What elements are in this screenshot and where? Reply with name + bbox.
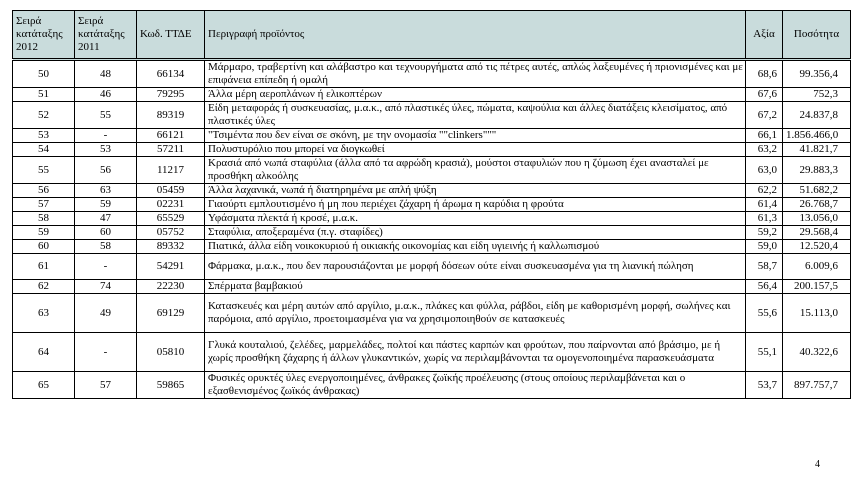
table-header (13, 11, 851, 60)
cell-code: 05459 (137, 184, 205, 198)
cell-rank-2012: 60 (13, 240, 75, 254)
cell-rank-2011: 60 (75, 226, 137, 240)
table-row (13, 102, 851, 129)
cell-value: 63,2 (746, 143, 783, 157)
cell-quantity: 15.113,0 (783, 294, 851, 333)
cell-value: 61,4 (746, 198, 783, 212)
cell-rank-2012: 63 (13, 294, 75, 333)
cell-rank-2011: 74 (75, 280, 137, 294)
table-row (13, 88, 851, 102)
cell-code: 69129 (137, 294, 205, 333)
cell-code: 66121 (137, 129, 205, 143)
cell-description: Πολυστυρόλιο που μπορεί να διογκωθεί (205, 143, 746, 157)
cell-rank-2012: 53 (13, 129, 75, 143)
cell-description: "Τσιμέντα που δεν είναι σε σκόνη, με την ονομασία ""clinkers""" (205, 129, 746, 143)
cell-rank-2011: 57 (75, 372, 137, 399)
table-row (13, 372, 851, 399)
cell-quantity: 99.356,4 (783, 60, 851, 88)
table-row (13, 254, 851, 280)
table-body (13, 60, 851, 399)
table-row (13, 294, 851, 333)
cell-code: 05810 (137, 333, 205, 372)
cell-rank-2011: 63 (75, 184, 137, 198)
cell-code: 59865 (137, 372, 205, 399)
cell-value: 62,2 (746, 184, 783, 198)
header-rank-2012: Σειρά κατάταξης 2012 (13, 11, 75, 60)
cell-rank-2012: 62 (13, 280, 75, 294)
cell-quantity: 29.568,4 (783, 226, 851, 240)
cell-value: 55,1 (746, 333, 783, 372)
cell-code: 54291 (137, 254, 205, 280)
cell-rank-2011: 53 (75, 143, 137, 157)
header-description: Περιγραφή προϊόντος (205, 11, 746, 60)
cell-rank-2011: - (75, 129, 137, 143)
cell-value: 67,6 (746, 88, 783, 102)
table-row (13, 60, 851, 88)
cell-description: Φυσικές ορυκτές ύλες ενεργοποιημένες, άνθρακες ζωϊκής προέλευσης (στους οποίους περιλαμβάνεται και ο εξασθενισμένος ζωϊκός άνθρακας) (205, 372, 746, 399)
cell-rank-2011: 48 (75, 60, 137, 88)
cell-code: 22230 (137, 280, 205, 294)
header-quantity: Ποσότητα (783, 11, 851, 60)
cell-code: 57211 (137, 143, 205, 157)
cell-quantity: 24.837,8 (783, 102, 851, 129)
cell-description: Υφάσματα πλεκτά ή κροσέ, μ.α.κ. (205, 212, 746, 226)
cell-value: 59,0 (746, 240, 783, 254)
cell-quantity: 200.157,5 (783, 280, 851, 294)
cell-value: 68,6 (746, 60, 783, 88)
header-value: Αξία (746, 11, 783, 60)
cell-quantity: 13.056,0 (783, 212, 851, 226)
cell-description: Φάρμακα, μ.α.κ., που δεν παρουσιάζονται με μορφή δόσεων ούτε είναι συσκευασμένα για τη λιανική πώληση (205, 254, 746, 280)
cell-quantity: 40.322,6 (783, 333, 851, 372)
table-row (13, 333, 851, 372)
cell-description: Γλυκά κουταλιού, ζελέδες, μαρμελάδες, πολτοί και πάστες καρπών και φρούτων, που παίρνονται από βράσιμο, με ή χωρίς προσθήκη ζάχαρης ή άλλων γλυκαντικών, χωρίς να περιλαμβάνονται τα ομογενοποιημένα παρασκευάσματα (205, 333, 746, 372)
cell-rank-2011: 49 (75, 294, 137, 333)
cell-description: Σταφύλια, αποξεραμένα (π.γ. σταφίδες) (205, 226, 746, 240)
table-row (13, 226, 851, 240)
cell-code: 11217 (137, 157, 205, 184)
table-row (13, 157, 851, 184)
cell-value: 56,4 (746, 280, 783, 294)
cell-rank-2012: 52 (13, 102, 75, 129)
cell-rank-2012: 59 (13, 226, 75, 240)
cell-quantity: 12.520,4 (783, 240, 851, 254)
cell-rank-2011: - (75, 254, 137, 280)
cell-rank-2012: 55 (13, 157, 75, 184)
cell-description: Γιαούρτι εμπλουτισμένο ή μη που περιέχει ζάχαρη ή άρωμα η καρύδια η φρούτα (205, 198, 746, 212)
cell-rank-2012: 54 (13, 143, 75, 157)
cell-description: Είδη μεταφοράς ή συσκευασίας, μ.α.κ., από πλαστικές ύλες, πώματα, καψούλια και άλλες διατάξεις κλεισίματος, από πλαστικές ύλες (205, 102, 746, 129)
cell-description: Σπέρματα βαμβακιού (205, 280, 746, 294)
cell-description: Άλλα μέρη αεροπλάνων ή ελικοπτέρων (205, 88, 746, 102)
cell-value: 59,2 (746, 226, 783, 240)
cell-rank-2012: 64 (13, 333, 75, 372)
header-code: Κωδ. ΤΤΔΕ (137, 11, 205, 60)
cell-rank-2012: 50 (13, 60, 75, 88)
cell-quantity: 29.883,3 (783, 157, 851, 184)
cell-value: 61,3 (746, 212, 783, 226)
cell-rank-2012: 61 (13, 254, 75, 280)
cell-value: 63,0 (746, 157, 783, 184)
cell-value: 67,2 (746, 102, 783, 129)
cell-value: 66,1 (746, 129, 783, 143)
cell-description: Άλλα λαχανικά, νωπά ή διατηρημένα με απλή ψύξη (205, 184, 746, 198)
table-row (13, 212, 851, 226)
cell-code: 05752 (137, 226, 205, 240)
cell-value: 58,7 (746, 254, 783, 280)
cell-code: 02231 (137, 198, 205, 212)
cell-code: 89319 (137, 102, 205, 129)
cell-rank-2011: 46 (75, 88, 137, 102)
cell-description: Πιατικά, άλλα είδη νοικοκυριού ή οικιακής οικονομίας και είδη υγιεινής ή καλλωπισμού (205, 240, 746, 254)
header-rank-2011: Σειρά κατάταξης 2011 (75, 11, 137, 60)
header-row (13, 11, 851, 60)
cell-quantity: 6.009,6 (783, 254, 851, 280)
cell-quantity: 41.821,7 (783, 143, 851, 157)
cell-code: 65529 (137, 212, 205, 226)
cell-rank-2011: 55 (75, 102, 137, 129)
cell-rank-2011: 56 (75, 157, 137, 184)
cell-quantity: 26.768,7 (783, 198, 851, 212)
table-row (13, 280, 851, 294)
page-number: 4 (815, 459, 820, 470)
cell-quantity: 51.682,2 (783, 184, 851, 198)
cell-quantity: 897.757,7 (783, 372, 851, 399)
cell-code: 79295 (137, 88, 205, 102)
cell-rank-2012: 58 (13, 212, 75, 226)
cell-rank-2012: 56 (13, 184, 75, 198)
products-table (12, 10, 851, 399)
table-row (13, 143, 851, 157)
cell-code: 89332 (137, 240, 205, 254)
cell-rank-2011: - (75, 333, 137, 372)
products-table-container (12, 10, 850, 399)
cell-rank-2011: 58 (75, 240, 137, 254)
cell-description: Μάρμαρο, τραβερτίνη και αλάβαστρο και τεχνουργήματα από τις πέτρες αυτές, απλώς λαξευμένες ή πριονισμένες και με επιφάνεια επίπεδη ή ομαλή (205, 60, 746, 88)
table-row (13, 129, 851, 143)
cell-rank-2011: 59 (75, 198, 137, 212)
table-row (13, 198, 851, 212)
cell-rank-2012: 51 (13, 88, 75, 102)
table-row (13, 184, 851, 198)
cell-quantity: 752,3 (783, 88, 851, 102)
cell-code: 66134 (137, 60, 205, 88)
cell-rank-2011: 47 (75, 212, 137, 226)
table-row (13, 240, 851, 254)
cell-rank-2012: 65 (13, 372, 75, 399)
cell-description: Κατασκευές και μέρη αυτών από αργίλιο, μ.α.κ., πλάκες και φύλλα, ράβδοι, είδη με καθορισμένη μορφή, σωλήνες και παρόμοια, από αργίλιο, προετοιμασμένα για να χρησιμοποιηθούν σε κατασκευές (205, 294, 746, 333)
cell-description: Κρασιά από νωπά σταφύλια (άλλα από τα αφρώδη κρασιά), μούστοι σταφυλιών που η ζύμωση έχει ανασταλεί με προσθήκη αλκοόλης (205, 157, 746, 184)
cell-rank-2012: 57 (13, 198, 75, 212)
cell-value: 55,6 (746, 294, 783, 333)
cell-quantity: 1.856.466,0 (783, 129, 851, 143)
cell-value: 53,7 (746, 372, 783, 399)
